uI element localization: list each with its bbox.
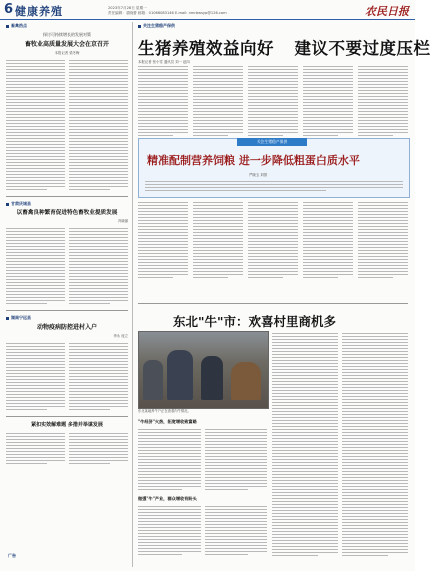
article2-body: [6, 226, 128, 306]
divider: [6, 196, 128, 197]
article1-tag: 畜禽热点: [6, 23, 128, 29]
banner-byline: 严晓玉 刘国: [249, 173, 268, 177]
page-header: [0, 0, 415, 20]
feature-subhead-2: 做强"牛"产业，群众增收有盼头: [138, 496, 197, 501]
feature-subhead-1: "牛经济"火热，拓宽增收致富路: [138, 419, 197, 424]
cattle-market-photo: [138, 331, 269, 409]
article3-body: [6, 341, 128, 412]
article1-byline: 本报记者 梁冬梅: [54, 51, 80, 55]
masthead-logo: 农民日报: [365, 5, 409, 18]
divider: [6, 310, 128, 311]
headline-part1: 生猪养殖效益向好: [138, 39, 274, 58]
section-divider: [138, 303, 408, 304]
feature-body-right: [272, 331, 408, 558]
banner-tag: 关注生猪稳产保供: [237, 138, 307, 146]
section-title: 健康养殖: [15, 5, 63, 18]
article3-byline: 李永 庞立: [113, 334, 128, 338]
ad-label: 广告: [8, 553, 16, 558]
banner-title: 精准配制营养饲粮 进一步降低粗蛋白质水平: [147, 154, 360, 167]
article4-title: 紧扣实效解难题 多措并举谋发展: [31, 422, 103, 428]
feature-body-left: [138, 418, 267, 557]
article1-title: 畜牧业高质量发展大会在京召开: [24, 41, 109, 48]
article1-body: [6, 58, 128, 192]
column-divider: [132, 22, 133, 567]
photo-caption: 东北某地养牛户正在查看肉牛情况。: [138, 409, 191, 413]
nutrition-banner: [138, 138, 410, 198]
date-info: 2023年7月28日 星期一: [108, 6, 147, 10]
main-headline: [138, 35, 431, 59]
article1-subtitle: 探讨可持续增长的发展对策: [43, 32, 91, 37]
editor-info: 责任编辑：裴晓蕾 邮箱：01066083146 E-mail: nmrbwsyp@126.com: [108, 11, 227, 15]
divider: [6, 416, 128, 417]
left-column: [6, 23, 128, 466]
article4-body: [6, 431, 128, 466]
page-number: 6: [4, 2, 14, 17]
headline-byline: 本报记者 张小雪 通讯员 刘一 赵四: [138, 60, 190, 64]
banner-article-body: [138, 200, 408, 280]
article2-title: 以畜禽良种繁育促进特色畜牧业提质发展: [16, 210, 118, 216]
article2-tag: 甘肃庆城县: [6, 201, 128, 207]
banner-body: [145, 179, 403, 193]
article3-title: 动物疫病防控进村入户: [36, 324, 97, 331]
article3-tag: 湖南宁远县: [6, 315, 128, 321]
headline-part2: 建议不要过度压栏: [294, 39, 431, 58]
headline-article-body: [138, 64, 408, 138]
focus-tag: 关注生猪稳产保供: [138, 23, 175, 29]
article2-byline: 冯晓丽: [117, 219, 128, 223]
feature-title: 东北"牛"市：欢喜村里商机多: [173, 314, 337, 329]
